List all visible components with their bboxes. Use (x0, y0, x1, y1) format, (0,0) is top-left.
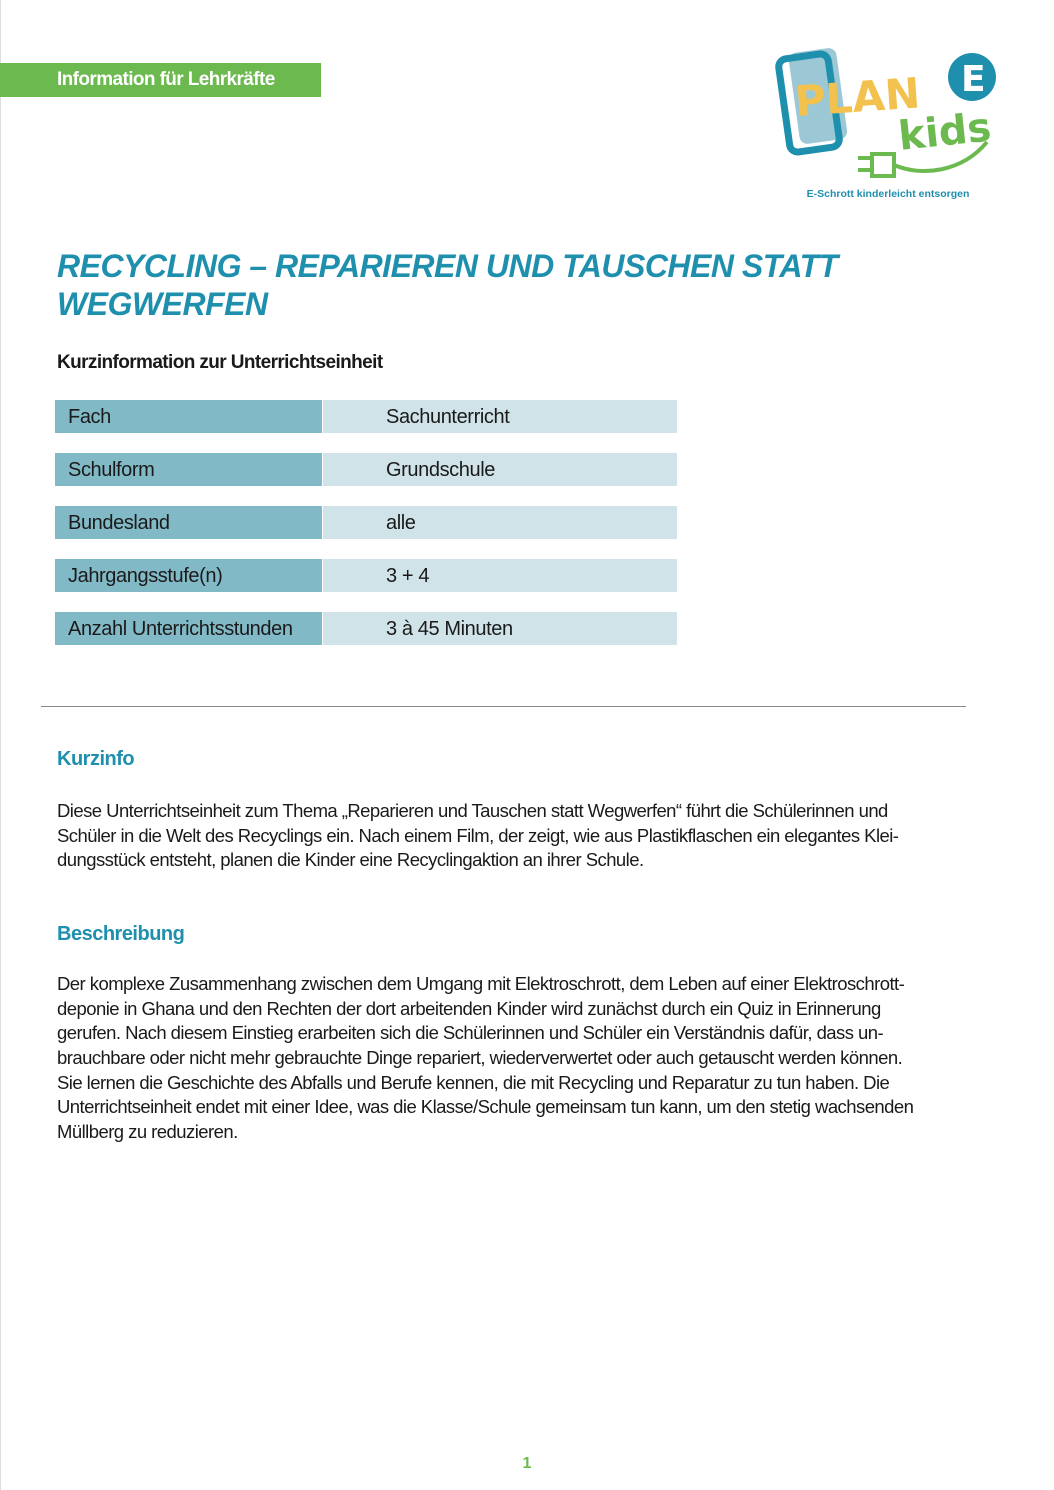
beschreibung-text (57, 972, 913, 1145)
text-line: dungsstück entsteht, planen die Kinder eine Recyclingaktion an ihrer Schule. (57, 849, 644, 871)
text-line: Sie lernen die Geschichte des Abfalls und Berufe kennen, die mit Recycling und Reparatur zu tun haben. Die (57, 1071, 890, 1093)
info-value: 3 à 45 Minuten (323, 612, 677, 645)
page-title: RECYCLING – REPARIEREN UND TAUSCHEN STATT WEGWERFEN (57, 248, 838, 322)
svg-text:kids: kids (896, 104, 994, 160)
info-value: 3 + 4 (323, 559, 677, 592)
audience-banner: Information für Lehrkräfte (0, 63, 321, 97)
info-row (55, 453, 677, 486)
svg-text:PLAN: PLAN (793, 68, 922, 126)
divider (41, 706, 966, 707)
logo-tagline: E-Schrott kinderleicht entsorgen (806, 188, 970, 200)
info-row (55, 506, 677, 539)
kurzinfo-heading: Kurzinfo (57, 748, 135, 770)
info-row (55, 559, 677, 592)
page-edge (0, 0, 1, 1490)
svg-text:E: E (961, 59, 986, 100)
info-value: Grundschule (323, 453, 677, 486)
info-table (55, 400, 677, 665)
info-row (55, 612, 677, 645)
text-line: Müllberg zu reduzieren. (57, 1121, 238, 1143)
text-line: Diese Unterrichtseinheit zum Thema „Reparieren und Tauschen statt Wegwerfen“ führt die Schülerinnen und (57, 800, 888, 821)
text-line: gerufen. Nach diesem Einstieg erarbeiten sich die Schülerinnen und Schüler ein Verständnis dafür, dass un- (57, 1022, 884, 1044)
info-key: Schulform (55, 453, 322, 486)
info-key: Fach (55, 400, 322, 433)
text-line: Der komplexe Zusammenhang zwischen dem Umgang mit Elektroschrott, dem Leben auf einer Elektroschrott- (57, 973, 905, 994)
info-heading: Kurzinformation zur Unterrichtseinheit (57, 352, 383, 373)
text-line: deponie in Ghana und den Rechten der dort arbeitenden Kinder wird zunächst durch ein Quiz in Erinnerung (57, 997, 881, 1019)
text-line: brauchbare oder nicht mehr gebrauchte Dinge repariert, wiederverwertet oder auch getauscht werden können. (57, 1047, 903, 1069)
info-row (55, 400, 677, 433)
info-key: Jahrgangsstufe(n) (55, 559, 322, 592)
plan-e-kids-logo (772, 42, 1002, 207)
info-value: alle (323, 506, 677, 539)
text-line: Unterrichtseinheit endet mit einer Idee, was die Klasse/Schule gemeinsam tun kann, um den stetig wachsenden (57, 1096, 914, 1118)
text-line: Schüler in die Welt des Recyclings ein. Nach einem Film, der zeigt, wie aus Plastikflaschen ein elegantes Klei- (57, 824, 899, 846)
page-number: 1 (522, 1455, 532, 1472)
info-key: Bundesland (55, 506, 322, 539)
info-value: Sachunterricht (323, 400, 677, 433)
kurzinfo-text (57, 799, 898, 873)
beschreibung-heading: Beschreibung (57, 923, 185, 945)
info-key: Anzahl Unterrichtsstunden (55, 612, 322, 645)
